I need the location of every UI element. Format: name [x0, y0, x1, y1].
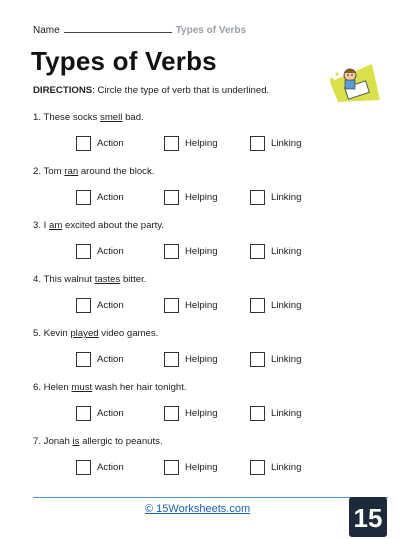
answer-options	[76, 298, 336, 314]
checkbox[interactable]	[76, 352, 91, 367]
question-prefix: 5. Kevin	[33, 328, 71, 339]
underlined-verb: must	[71, 382, 93, 393]
answer-options	[76, 352, 336, 368]
option-label: Action	[97, 192, 124, 203]
answer-options	[76, 406, 336, 422]
option-label: Linking	[271, 246, 302, 257]
option-label: Action	[97, 408, 124, 419]
option-label: Linking	[271, 354, 302, 365]
checkbox[interactable]	[164, 298, 179, 313]
question-text	[33, 112, 144, 123]
option-label: Helping	[185, 192, 218, 203]
checkbox[interactable]	[250, 136, 265, 151]
question-prefix: 1. These socks	[33, 112, 101, 123]
checkbox[interactable]	[250, 352, 265, 367]
student-clipart-icon	[326, 58, 382, 104]
answer-options	[76, 460, 336, 476]
option-label: Action	[97, 300, 124, 311]
question-text	[33, 166, 154, 177]
question-prefix: 4. This walnut	[33, 274, 95, 285]
checkbox[interactable]	[164, 406, 179, 421]
question-suffix: wash her hair tonight.	[92, 382, 187, 393]
answer-options	[76, 244, 336, 260]
question-prefix: 6. Helen	[33, 382, 72, 393]
question-prefix: 2. Tom	[33, 166, 65, 177]
worksheet-header	[33, 23, 246, 36]
option-label: Helping	[185, 138, 218, 149]
name-blank-line[interactable]	[64, 23, 172, 33]
question-suffix: video games.	[98, 328, 159, 339]
underlined-verb: is	[72, 436, 80, 447]
option-label: Action	[97, 354, 124, 365]
checkbox[interactable]	[164, 190, 179, 205]
checkbox[interactable]	[250, 460, 265, 475]
checkbox[interactable]	[164, 244, 179, 259]
checkbox[interactable]	[164, 460, 179, 475]
option-label: Action	[97, 462, 124, 473]
checkbox[interactable]	[250, 298, 265, 313]
option-label: Helping	[185, 462, 218, 473]
option-label: Linking	[271, 192, 302, 203]
name-label: Name	[33, 25, 60, 36]
underlined-verb: tastes	[94, 274, 121, 285]
option-label: Linking	[271, 408, 302, 419]
question-text	[33, 436, 163, 447]
question-suffix: bitter.	[120, 274, 147, 285]
underlined-verb: smell	[100, 112, 123, 123]
checkbox[interactable]	[76, 298, 91, 313]
question-text	[33, 274, 146, 285]
checkbox[interactable]	[250, 406, 265, 421]
question-suffix: allergic to peanuts.	[79, 436, 163, 447]
directions-label: DIRECTIONS	[33, 85, 93, 96]
option-label: Helping	[185, 246, 218, 257]
footer-link[interactable]: © 15Worksheets.com	[145, 503, 251, 515]
underlined-verb: played	[70, 328, 99, 339]
option-label: Helping	[185, 354, 218, 365]
checkbox[interactable]	[76, 136, 91, 151]
question-suffix: bad.	[122, 112, 144, 123]
page-title: Types of Verbs	[31, 46, 217, 76]
option-label: Action	[97, 246, 124, 257]
underlined-verb: ran	[64, 166, 79, 177]
option-label: Helping	[185, 408, 218, 419]
checkbox[interactable]	[164, 136, 179, 151]
question-prefix: 3. I	[33, 220, 49, 231]
question-suffix: around the block.	[78, 166, 155, 177]
checkbox[interactable]	[76, 244, 91, 259]
logo-text: 15	[353, 503, 383, 533]
answer-options	[76, 190, 336, 206]
option-label: Helping	[185, 300, 218, 311]
option-label: Linking	[271, 138, 302, 149]
header-subject: Types of Verbs	[175, 25, 247, 36]
checkbox[interactable]	[76, 460, 91, 475]
directions-text: : Circle the type of verb that is underlined.	[92, 85, 270, 96]
question-text	[33, 382, 187, 393]
15worksheets-logo	[349, 497, 387, 537]
question-text	[33, 220, 164, 231]
directions	[33, 85, 269, 96]
underlined-verb: am	[49, 220, 63, 231]
footer-rule	[33, 497, 388, 498]
checkbox[interactable]	[250, 244, 265, 259]
option-label: Linking	[271, 300, 302, 311]
checkbox[interactable]	[164, 352, 179, 367]
checkbox[interactable]	[76, 190, 91, 205]
question-text	[33, 328, 158, 339]
question-prefix: 7. Jonah	[33, 436, 73, 447]
option-label: Linking	[271, 462, 302, 473]
answer-options	[76, 136, 336, 152]
checkbox[interactable]	[250, 190, 265, 205]
question-suffix: excited about the party.	[62, 220, 165, 231]
checkbox[interactable]	[76, 406, 91, 421]
option-label: Action	[97, 138, 124, 149]
